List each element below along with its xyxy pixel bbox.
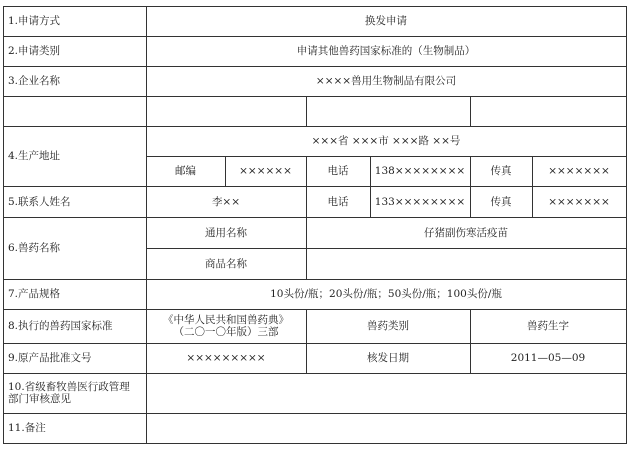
drug-name-label: 6.兽药名称 [8,242,61,254]
remarks-label: 11.备注 [8,422,46,434]
column-divider [306,217,307,279]
row-divider [3,309,626,310]
trade-name-label: 商品名称 [205,257,247,270]
row-divider [3,66,626,67]
postcode-label: 邮编 [175,165,196,177]
address-fax-label: 传真 [490,165,512,177]
row-divider [3,373,626,374]
contact-phone-label: 电话 [327,195,349,208]
review-label: 10.省级畜牧兽医行政管理部门审核意见 [8,381,130,405]
address-phone-label: 电话 [327,165,349,177]
contact-phone-value: 133×××××××× [374,195,466,208]
apply-category-label: 2.申请类别 [8,45,61,57]
drug-category-label: 兽药类别 [367,320,409,332]
remarks-value [146,413,626,443]
address-fax-value: ××××××× [548,165,610,177]
contact-label: 5.联系人姓名 [8,195,71,208]
row-divider [3,413,626,414]
issue-date-label: 核发日期 [367,352,409,364]
column-divider [470,309,471,373]
column-divider [225,156,226,186]
column-divider [306,156,307,217]
row-divider [146,156,626,157]
apply-method-value: 换发申请 [365,15,407,27]
row-divider [3,279,626,280]
column-divider [470,96,471,126]
column-divider [532,156,533,217]
row-divider [146,248,626,249]
row-divider [3,343,626,344]
column-divider [370,156,371,217]
column-divider [306,96,307,126]
review-value [146,373,626,413]
spec-label: 7.产品规格 [8,288,61,300]
production-address-label: 4.生产地址 [8,150,61,162]
row-divider [3,126,626,127]
drug-category-value: 兽药生字 [527,320,569,332]
production-address-value: ×××省 ×××市 ×××路 ××号 [311,135,461,147]
company-name-label: 3.企业名称 [8,75,61,87]
row-divider [3,96,626,97]
standard-value [146,309,306,343]
approval-value: ××××××××× [186,352,266,364]
standard-value-line2: （二〇一〇年版）三部 [173,326,279,338]
table-border [626,6,627,443]
row-divider [3,217,626,218]
contact-name-value: 李×× [211,195,241,208]
row-divider [3,36,626,37]
generic-name-value: 仔猪副伤寒活疫苗 [424,226,508,239]
approval-label: 9.原产品批准文号 [8,352,92,364]
table-border [3,6,4,443]
issue-date-value: 2011—05—09 [510,352,586,364]
contact-fax-value: ××××××× [548,195,610,208]
spec-value: 10头份/瓶；20头份/瓶；50头份/瓶；100头份/瓶 [270,288,502,300]
contact-fax-label: 传真 [490,195,512,208]
postcode-value: ×××××× [239,165,292,177]
column-divider [470,156,471,217]
address-phone-value: 138×××××××× [374,165,466,177]
column-divider [146,6,147,443]
standard-value-line1: 《中华人民共和国兽药典》 [163,314,289,326]
company-name-value: ××××兽用生物制品有限公司 [315,75,457,87]
table-border [3,443,627,444]
table-border [3,6,626,7]
apply-category-value: 申请其他兽药国家标准的（生物制品） [296,45,476,57]
standard-label: 8.执行的兽药国家标准 [8,320,113,332]
trade-name-value [306,248,626,279]
apply-method-label: 1.申请方式 [8,15,61,27]
generic-name-label: 通用名称 [205,226,247,239]
column-divider [306,309,307,373]
